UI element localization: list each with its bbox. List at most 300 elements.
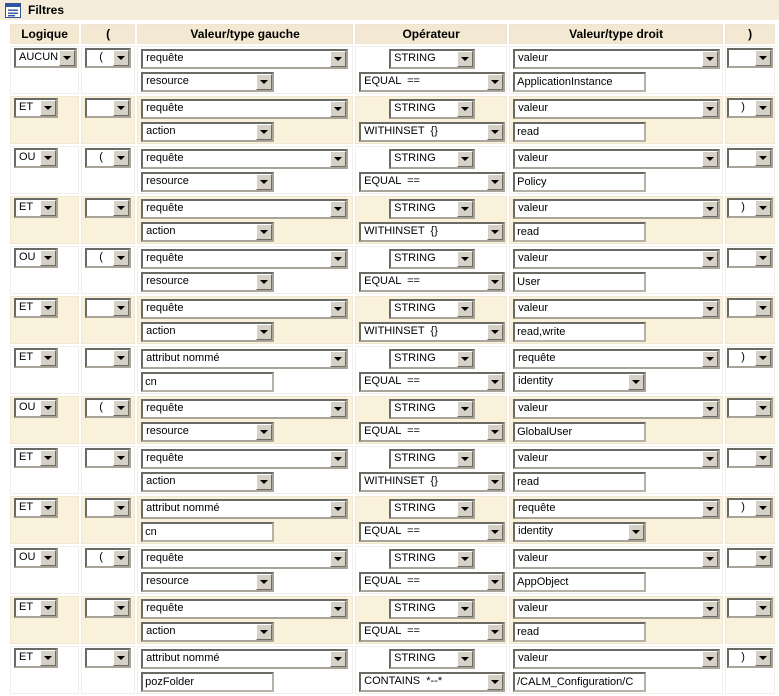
dropdown-arrow-icon[interactable] [40,150,56,166]
dropdown-arrow-icon[interactable] [702,301,718,317]
right-type-select[interactable] [513,99,720,119]
dropdown-arrow-icon[interactable] [487,274,503,290]
right-type-select[interactable] [513,599,720,619]
left-value-select[interactable] [141,472,274,492]
right-value-input[interactable] [513,472,646,492]
dropdown-arrow-icon[interactable] [256,124,272,140]
down-triangle-icon [117,306,125,310]
dropdown-arrow-icon[interactable] [487,474,503,490]
dropdown-arrow-icon[interactable] [113,150,129,166]
dropdown-arrow-icon[interactable] [487,374,503,390]
dropdown-arrow-icon[interactable] [755,100,771,116]
dropdown-arrow-icon[interactable] [40,450,56,466]
open-paren-select[interactable] [85,448,131,468]
open-paren-select[interactable] [85,298,131,318]
down-triangle-icon [461,557,469,561]
right-value-input[interactable] [513,422,646,442]
open-paren-select[interactable] [85,48,131,68]
down-triangle-icon [461,157,469,161]
left-type-select-value: requête [146,52,184,64]
down-triangle-icon [260,230,268,234]
right-value-input[interactable] [513,572,646,592]
dropdown-arrow-icon[interactable] [487,624,503,640]
close-paren-select[interactable] [727,248,773,268]
left-type-select[interactable] [141,549,348,569]
left-value-stack [141,248,351,292]
operator-select-value: EQUAL == [364,275,420,287]
open-paren-select-value [87,500,113,516]
dropdown-arrow-icon[interactable] [702,501,718,517]
dropdown-arrow-icon[interactable] [755,400,771,416]
left-value-select[interactable] [141,572,274,592]
close-paren-select[interactable] [727,548,773,568]
left-value-select[interactable] [141,222,274,242]
left-value-select-value: action [146,625,176,637]
left-value-select[interactable] [141,172,274,192]
dropdown-arrow-icon[interactable] [330,301,346,317]
operator-type-select[interactable] [389,199,475,219]
right-type-select[interactable] [513,649,720,669]
dropdown-arrow-icon[interactable] [702,451,718,467]
dropdown-arrow-icon[interactable] [457,301,473,317]
dropdown-arrow-icon[interactable] [330,101,346,117]
dropdown-arrow-icon[interactable] [702,101,718,117]
dropdown-arrow-icon[interactable] [487,174,503,190]
close-paren-select-value: ) [741,201,745,213]
close-paren-select[interactable] [727,498,773,518]
operator-select[interactable] [359,472,505,492]
operator-type-select[interactable] [389,499,475,519]
dropdown-arrow-icon[interactable] [113,550,129,566]
right-value-cell [509,296,723,344]
open-paren-select[interactable] [85,498,131,518]
right-value-cell [509,596,723,644]
right-value-input[interactable] [513,72,646,92]
open-paren-select[interactable] [85,598,131,618]
right-value-cell [509,446,723,494]
left-type-select[interactable] [141,99,348,119]
dropdown-arrow-icon[interactable] [40,550,56,566]
logic-select-value: OU [19,251,36,263]
right-value-input[interactable] [513,222,646,242]
down-triangle-icon [334,57,342,61]
operator-select[interactable] [359,622,505,642]
logic-select[interactable] [14,98,58,118]
open-paren-select[interactable] [85,248,131,268]
dropdown-arrow-icon[interactable] [702,201,718,217]
logic-cell [10,646,79,694]
close-paren-select-value [729,550,755,566]
left-value-cell [137,346,353,394]
down-triangle-icon [260,80,268,84]
left-value-stack [141,48,351,92]
dropdown-arrow-icon[interactable] [40,500,56,516]
operator-select[interactable] [359,422,505,442]
dropdown-arrow-icon[interactable] [40,250,56,266]
logic-select[interactable] [14,598,58,618]
dropdown-arrow-icon[interactable] [256,324,272,340]
right-value-input[interactable] [513,122,646,142]
operator-type-select-value: STRING [394,152,436,164]
logic-select[interactable] [14,648,58,668]
operator-type-select[interactable] [389,99,475,119]
left-value-cell [137,246,353,294]
right-type-select[interactable] [513,49,720,69]
left-type-select[interactable] [141,249,348,269]
dropdown-arrow-icon[interactable] [628,524,644,540]
dropdown-arrow-icon[interactable] [256,74,272,90]
left-value-input[interactable] [141,522,274,542]
dropdown-arrow-icon[interactable] [330,351,346,367]
open-paren-cell [81,496,135,544]
dropdown-arrow-icon[interactable] [113,200,129,216]
logic-cell [10,596,79,644]
operator-type-select[interactable] [389,149,475,169]
dropdown-arrow-icon[interactable] [457,101,473,117]
dropdown-arrow-icon[interactable] [487,524,503,540]
operator-type-select[interactable] [389,549,475,569]
close-paren-select[interactable] [727,598,773,618]
dropdown-arrow-icon[interactable] [755,500,771,516]
left-value-select[interactable] [141,72,274,92]
dropdown-arrow-icon[interactable] [487,224,503,240]
dropdown-arrow-icon[interactable] [40,400,56,416]
right-type-select[interactable] [513,399,720,419]
left-type-select-value: requête [146,152,184,164]
right-value-input[interactable] [513,622,646,642]
dropdown-arrow-icon[interactable] [457,401,473,417]
dropdown-arrow-icon[interactable] [457,651,473,667]
operator-type-select[interactable] [389,49,475,69]
right-value-input[interactable] [513,272,646,292]
open-paren-cell [81,46,135,94]
operator-type-select[interactable] [389,399,475,419]
open-paren-select[interactable] [85,98,131,118]
right-value-cell [509,396,723,444]
dropdown-arrow-icon[interactable] [40,650,56,666]
left-value-stack [141,198,351,242]
dropdown-arrow-icon[interactable] [487,674,503,690]
dropdown-arrow-icon[interactable] [256,424,272,440]
left-type-select[interactable] [141,449,348,469]
dropdown-arrow-icon[interactable] [113,100,129,116]
dropdown-arrow-icon[interactable] [113,350,129,366]
dropdown-arrow-icon[interactable] [113,50,129,66]
left-value-select[interactable] [141,122,274,142]
operator-select-value: WITHINSET {} [364,325,438,337]
operator-select[interactable] [359,272,505,292]
right-value-select-value: identity [518,525,553,537]
dropdown-arrow-icon[interactable] [457,51,473,67]
dropdown-arrow-icon[interactable] [113,250,129,266]
down-triangle-icon [117,206,125,210]
operator-select[interactable] [359,72,505,92]
close-paren-select[interactable] [727,48,773,68]
dropdown-arrow-icon[interactable] [457,501,473,517]
dropdown-arrow-icon[interactable] [755,300,771,316]
dropdown-arrow-icon[interactable] [755,50,771,66]
dropdown-arrow-icon[interactable] [40,200,56,216]
dropdown-arrow-icon[interactable] [702,651,718,667]
operator-select[interactable] [359,222,505,242]
open-paren-select-value: ( [99,401,103,413]
dropdown-arrow-icon[interactable] [702,351,718,367]
left-type-select[interactable] [141,499,348,519]
down-triangle-icon [461,107,469,111]
dropdown-arrow-icon[interactable] [755,550,771,566]
open-paren-select[interactable] [85,398,131,418]
dropdown-arrow-icon[interactable] [256,574,272,590]
dropdown-arrow-icon[interactable] [457,601,473,617]
left-type-select[interactable] [141,49,348,69]
dropdown-arrow-icon[interactable] [256,624,272,640]
left-value-input[interactable] [141,672,274,692]
dropdown-arrow-icon[interactable] [40,300,56,316]
operator-select[interactable] [359,572,505,592]
close-paren-select[interactable] [727,648,773,668]
dropdown-arrow-icon[interactable] [487,324,503,340]
operator-select-value: EQUAL == [364,375,420,387]
right-value-stack [513,598,721,642]
close-paren-cell [725,596,775,644]
operator-stack [359,348,505,392]
dropdown-arrow-icon[interactable] [256,174,272,190]
open-paren-select-value [87,200,113,216]
dropdown-arrow-icon[interactable] [702,401,718,417]
operator-select-value: EQUAL == [364,525,420,537]
dropdown-arrow-icon[interactable] [256,274,272,290]
right-type-select[interactable] [513,449,720,469]
close-paren-select[interactable] [727,348,773,368]
dropdown-arrow-icon[interactable] [487,74,503,90]
right-value-select[interactable] [513,522,646,542]
logic-select[interactable] [14,198,58,218]
right-type-select[interactable] [513,499,720,519]
logic-select[interactable] [14,148,58,168]
right-value-input[interactable] [513,322,646,342]
close-paren-select-value: ) [741,351,745,363]
left-value-select[interactable] [141,622,274,642]
operator-type-select[interactable] [389,349,475,369]
logic-cell [10,46,79,94]
right-value-stack [513,298,721,342]
dropdown-arrow-icon[interactable] [755,250,771,266]
down-triangle-icon [706,107,714,111]
left-type-select[interactable] [141,299,348,319]
dropdown-arrow-icon[interactable] [113,650,129,666]
dropdown-arrow-icon[interactable] [40,350,56,366]
operator-select[interactable] [359,122,505,142]
right-type-select[interactable] [513,249,720,269]
left-type-select[interactable] [141,599,348,619]
dropdown-arrow-icon[interactable] [755,450,771,466]
dropdown-arrow-icon[interactable] [113,600,129,616]
open-paren-select[interactable] [85,648,131,668]
dropdown-arrow-icon[interactable] [755,350,771,366]
dropdown-arrow-icon[interactable] [702,551,718,567]
down-triangle-icon [260,130,268,134]
left-value-select-value: resource [146,425,189,437]
operator-select[interactable] [359,372,505,392]
logic-cell [10,246,79,294]
down-triangle-icon [334,107,342,111]
left-type-select[interactable] [141,399,348,419]
operator-cell [355,646,507,694]
down-triangle-icon [461,407,469,411]
dropdown-arrow-icon[interactable] [113,300,129,316]
logic-select[interactable] [14,298,58,318]
left-type-select[interactable] [141,649,348,669]
down-triangle-icon [260,280,268,284]
panel-title: Filtres [28,3,65,17]
logic-select[interactable] [14,548,58,568]
dropdown-arrow-icon[interactable] [113,400,129,416]
close-paren-select[interactable] [727,298,773,318]
close-paren-select[interactable] [727,398,773,418]
dropdown-arrow-icon[interactable] [330,401,346,417]
left-value-select[interactable] [141,322,274,342]
down-triangle-icon [260,480,268,484]
dropdown-arrow-icon[interactable] [487,124,503,140]
logic-select[interactable] [14,498,58,518]
dropdown-arrow-icon[interactable] [457,251,473,267]
dropdown-arrow-icon[interactable] [330,501,346,517]
dropdown-arrow-icon[interactable] [330,601,346,617]
dropdown-arrow-icon[interactable] [330,551,346,567]
close-paren-select[interactable] [727,148,773,168]
down-triangle-icon [260,580,268,584]
dropdown-arrow-icon[interactable] [755,600,771,616]
dropdown-arrow-icon[interactable] [40,100,56,116]
dropdown-arrow-icon[interactable] [755,200,771,216]
dropdown-arrow-icon[interactable] [330,201,346,217]
dropdown-arrow-icon[interactable] [330,251,346,267]
left-value-input[interactable] [141,372,274,392]
dropdown-arrow-icon[interactable] [457,151,473,167]
dropdown-arrow-icon[interactable] [59,50,75,66]
close-paren-select[interactable] [727,198,773,218]
header-operator: Opérateur [355,24,507,44]
operator-select[interactable] [359,322,505,342]
right-type-select[interactable] [513,349,720,369]
dropdown-arrow-icon[interactable] [702,601,718,617]
dropdown-arrow-icon[interactable] [457,351,473,367]
operator-type-select[interactable] [389,449,475,469]
operator-type-select[interactable] [389,649,475,669]
left-value-cell [137,546,353,594]
dropdown-arrow-icon[interactable] [487,424,503,440]
right-value-select[interactable] [513,372,646,392]
operator-type-select[interactable] [389,249,475,269]
down-triangle-icon [491,130,499,134]
down-triangle-icon [44,456,52,460]
left-type-select[interactable] [141,149,348,169]
logic-cell [10,146,79,194]
operator-cell [355,396,507,444]
close-paren-cell [725,196,775,244]
open-paren-select[interactable] [85,148,131,168]
down-triangle-icon [491,680,499,684]
right-value-input[interactable] [513,172,646,192]
down-triangle-icon [44,156,52,160]
dropdown-arrow-icon[interactable] [457,551,473,567]
right-type-select[interactable] [513,299,720,319]
filter-row [10,146,775,194]
open-paren-cell [81,146,135,194]
dropdown-arrow-icon[interactable] [330,451,346,467]
dropdown-arrow-icon[interactable] [755,650,771,666]
left-value-select[interactable] [141,272,274,292]
logic-select[interactable] [14,398,58,418]
right-type-select[interactable] [513,549,720,569]
dropdown-arrow-icon[interactable] [457,201,473,217]
dropdown-arrow-icon[interactable] [702,151,718,167]
dropdown-arrow-icon[interactable] [487,574,503,590]
logic-select[interactable] [14,248,58,268]
down-triangle-icon [260,180,268,184]
logic-cell [10,196,79,244]
operator-select-value: WITHINSET {} [364,225,438,237]
right-type-select[interactable] [513,149,720,169]
dropdown-arrow-icon[interactable] [330,51,346,67]
right-value-input[interactable] [513,672,646,692]
dropdown-arrow-icon[interactable] [330,651,346,667]
right-value-select-value: identity [518,375,553,387]
operator-select-value: EQUAL == [364,175,420,187]
open-paren-select[interactable] [85,348,131,368]
logic-select[interactable] [14,48,77,68]
dropdown-arrow-icon[interactable] [113,500,129,516]
operator-select[interactable] [359,172,505,192]
dropdown-arrow-icon[interactable] [256,224,272,240]
left-value-select[interactable] [141,422,274,442]
left-value-stack [141,448,351,492]
operator-type-select-value: STRING [394,52,436,64]
logic-select[interactable] [14,448,58,468]
filter-row [10,246,775,294]
dropdown-arrow-icon[interactable] [330,151,346,167]
dropdown-arrow-icon[interactable] [702,251,718,267]
close-paren-select-value [729,50,755,66]
operator-type-select[interactable] [389,299,475,319]
operator-type-select[interactable] [389,599,475,619]
down-triangle-icon [44,606,52,610]
open-paren-select[interactable] [85,198,131,218]
dropdown-arrow-icon[interactable] [755,150,771,166]
dropdown-arrow-icon[interactable] [702,51,718,67]
operator-select[interactable] [359,522,505,542]
open-paren-cell [81,296,135,344]
left-type-select-value: requête [146,552,184,564]
open-paren-select[interactable] [85,548,131,568]
dropdown-arrow-icon[interactable] [628,374,644,390]
close-paren-select[interactable] [727,448,773,468]
filter-row [10,496,775,544]
close-paren-cell [725,246,775,294]
left-type-select[interactable] [141,349,348,369]
dropdown-arrow-icon[interactable] [113,450,129,466]
left-type-select[interactable] [141,199,348,219]
logic-select[interactable] [14,348,58,368]
operator-select[interactable] [359,672,505,692]
close-paren-select[interactable] [727,98,773,118]
dropdown-arrow-icon[interactable] [256,474,272,490]
right-type-select[interactable] [513,199,720,219]
close-paren-select-value: ) [741,101,745,113]
dropdown-arrow-icon[interactable] [457,451,473,467]
dropdown-arrow-icon[interactable] [40,600,56,616]
close-paren-select-value [729,150,755,166]
